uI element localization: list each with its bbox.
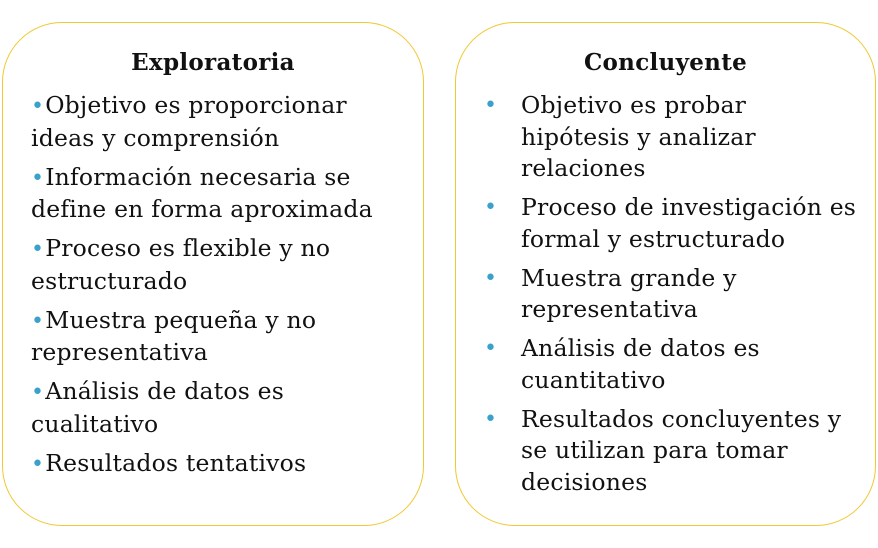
concluyente-item: • Muestra grande y representativa — [484, 263, 737, 323]
exploratoria-title: Exploratoria — [131, 49, 295, 76]
bullet-icon: • — [31, 94, 45, 119]
exploratoria-item: •Proceso es flexible y no estructurado — [31, 234, 331, 295]
bullet-icon: • — [484, 93, 498, 118]
exploratoria-item: •Análisis de datos es cualitativo — [31, 377, 285, 438]
exploratoria-item: •Muestra pequeña y no representativa — [31, 305, 317, 366]
bullet-icon: • — [31, 308, 45, 334]
exploratoria-list — [31, 90, 409, 488]
concluyente-title: Concluyente — [583, 49, 748, 76]
bullet-icon: • — [484, 406, 498, 432]
concluyente-item: • Análisis de datos es cuantitativo — [484, 334, 760, 394]
exploratoria-card — [2, 22, 424, 526]
bullet-icon: • — [31, 237, 45, 262]
bullet-icon: • — [31, 451, 45, 477]
concluyente-card — [455, 22, 876, 526]
concluyente-item: • Objetivo es probar hipótesis y analizar relaciones — [484, 91, 756, 182]
concluyente-item: • Resultados concluyentes y se utilizan para tomar decisiones — [484, 404, 842, 496]
exploratoria-item: •Información necesaria se define en forma aproximada — [31, 162, 373, 223]
bullet-icon: • — [484, 265, 498, 291]
bullet-icon: • — [484, 336, 498, 361]
concluyente-item: • Proceso de investigación es formal y estructurado — [484, 193, 857, 253]
bullet-icon: • — [484, 195, 498, 220]
exploratoria-item: •Resultados tentativos — [31, 448, 307, 477]
exploratoria-item: •Objetivo es proporcionar ideas y comprensión — [31, 91, 347, 152]
concluyente-list — [484, 90, 861, 506]
bullet-icon: • — [31, 165, 45, 191]
bullet-icon: • — [31, 380, 45, 405]
